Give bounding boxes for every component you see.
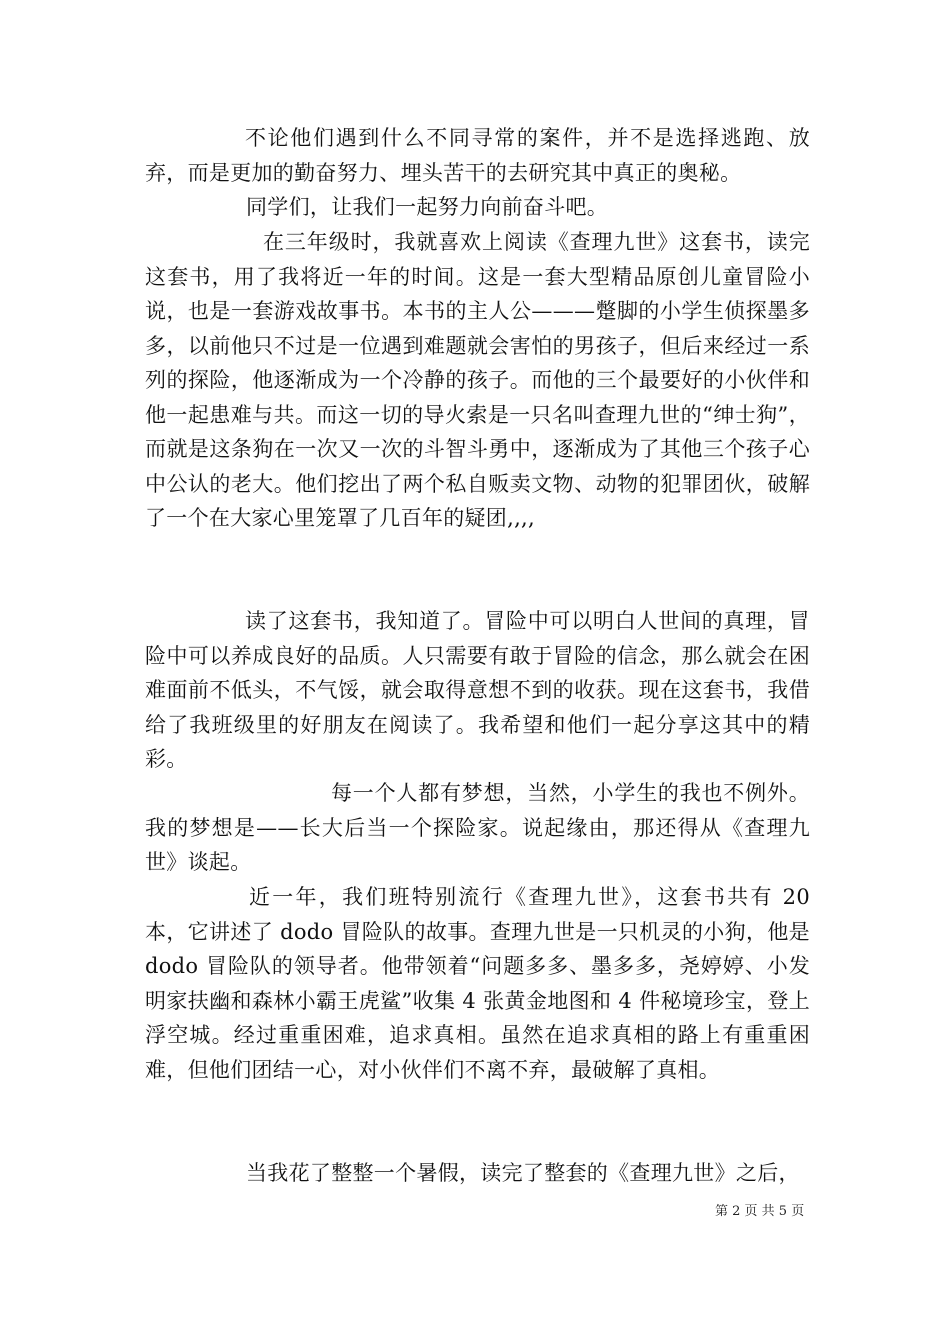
paragraph-4: 读了这套书，我知道了。冒险中可以明白人世间的真理，冒险中可以养成良好的品质。人只需要有敢于冒险的信念，那么就会在困难面前不低头，不气馁，就会取得意想不到的收获。现在这套书，我借给了我班级里的好朋友在阅读了。我希望和他们一起分享这其中的精彩。	[145, 609, 810, 771]
paragraph-6: 近一年，我们班特别流行《查理九世》，这套书共有 20 本，它讲述了 dodo 冒险队的故事。查理九世是一只机灵的小狗，他是 dodo 冒险队的领导者。他带领着“问题多多、墨多多，尧婷婷、小发明家扶幽和森林小霸王虎鲨”收集 4 张黄金地图和 4 件秘境珍宝，登上浮空城。经过重重困难，追求真相。虽然在追求真相的路上有重重困难，但他们团结一心，对小伙伴们不离不弃，最破解了真相。	[145, 885, 810, 1082]
page-number-footer: 第 2 页 共 5 页	[715, 1204, 805, 1219]
paragraph-7: 当我花了整整一个暑假，读完了整套的《查理九世》之后，	[246, 1161, 800, 1185]
paragraph-3: 在三年级时，我就喜欢上阅读《查理九世》这套书，读完这套书，用了我将近一年的时间。这是一套大型精品原创儿童冒险小说，也是一套游戏故事书。本书的主人公———蹩脚的小学生侦探墨多多，以前他只不过是一位遇到难题就会害怕的男孩子，但后来经过一系列的探险，他逐渐成为一个冷静的孩子。而他的三个最要好的小伙伴和他一起患难与共。而这一切的导火索是一只名叫查理九世的“绅士狗”，而就是这条狗在一次又一次的斗智斗勇中，逐渐成为了其他三个孩子心中公认的老大。他们挖出了两个私自贩卖文物、动物的犯罪团伙，破解了一个在大家心里笼罩了几百年的疑团,,,,	[145, 230, 810, 530]
paragraph-2: 同学们，让我们一起努力向前奋斗吧。	[246, 195, 609, 219]
paragraph-5: 每一个人都有梦想，当然，小学生的我也不例外。我的梦想是——长大后当一个探险家。说起缘由，那还得从《查理九世》谈起。	[145, 781, 810, 874]
paragraph-1: 不论他们遇到什么不同寻常的案件，并不是选择逃跑、放弃，而是更加的勤奋努力、埋头苦干的去研究其中真正的奥秘。	[145, 126, 810, 185]
